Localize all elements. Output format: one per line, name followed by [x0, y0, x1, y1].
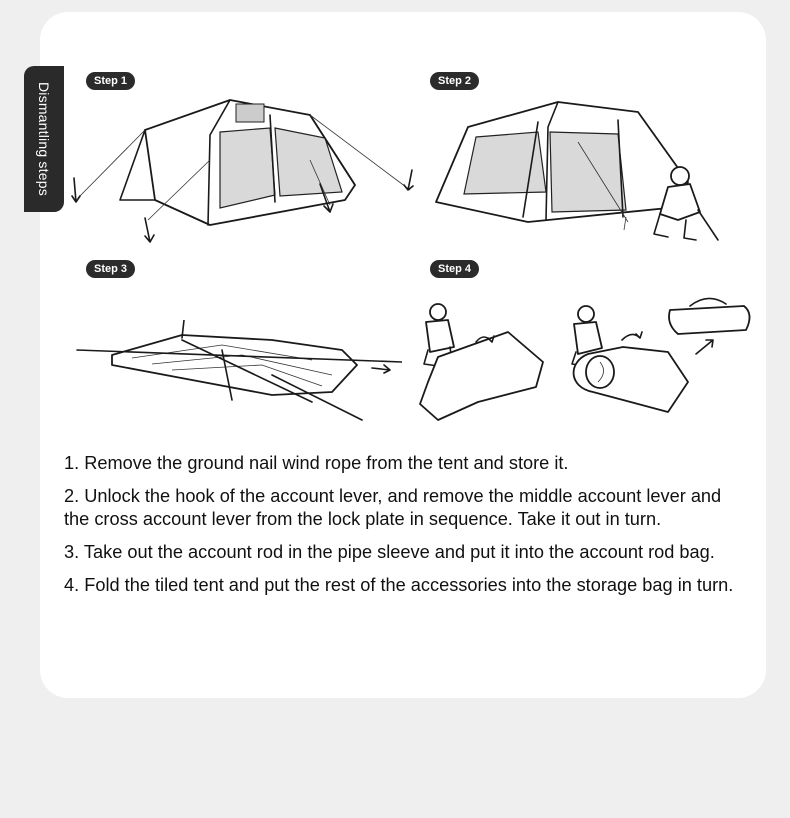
instruction-4: 4. Fold the tiled tent and put the rest of the accessories into the storage bag in turn. [64, 575, 734, 595]
step-3-badge: Step 3 [86, 260, 135, 278]
step-3-flat-tent-illustration [72, 320, 402, 430]
side-tab-label: Dismantling steps [36, 82, 52, 196]
step-1-badge: Step 1 [86, 72, 135, 90]
step-2-tent-illustration [428, 92, 728, 252]
instructions-list [64, 452, 744, 607]
step-4-badge: Step 4 [430, 260, 479, 278]
instruction-3: 3. Take out the account rod in the pipe sleeve and put it into the account rod bag. [64, 542, 715, 562]
instruction-2: 2. Unlock the hook of the account lever, and remove the middle account lever and the cross account lever from the lock plate in sequence. Take it out in turn. [64, 486, 722, 529]
instruction-1: 1. Remove the ground nail wind rope from the tent and store it. [64, 453, 569, 473]
step-4-fold-illustration [408, 292, 760, 432]
dismantling-steps-tab [24, 66, 64, 212]
step-2-badge: Step 2 [430, 72, 479, 90]
step-1-tent-illustration [60, 90, 420, 250]
